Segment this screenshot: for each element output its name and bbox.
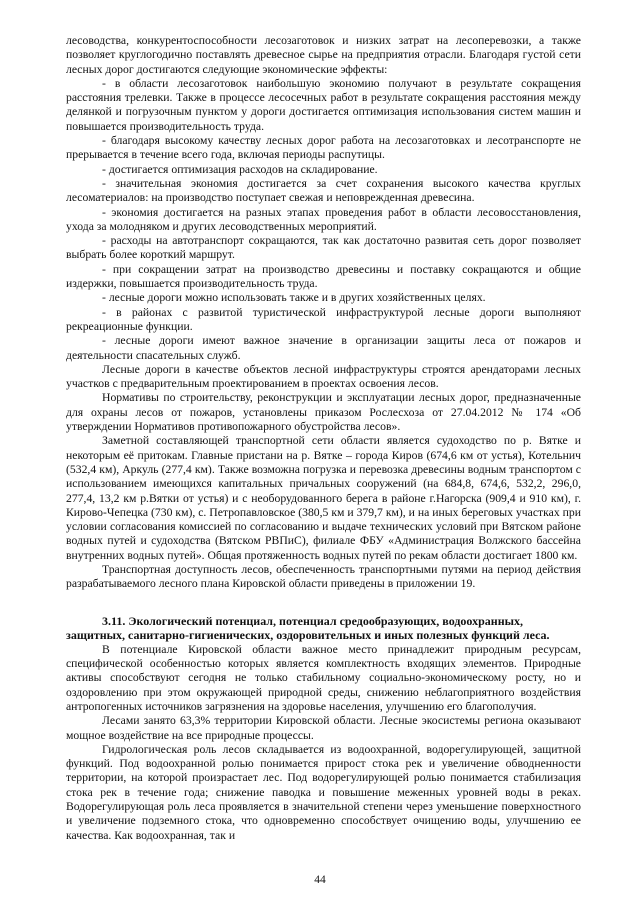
section-paragraph: В потенциале Кировской области важное место принадлежит природным ресурсам, специфической особенностью которых является комплектность входящих элементов. Природные активы способствуют сегодня не только стабильному социально-экономическому росту, но и оздоровлению при этом окружающей природной среды, снижению неблагоприятного воздействия антропогенных источников загрязнения на здоровье населения, улучшению его благополучия.: [66, 642, 581, 713]
page-number: 44: [314, 874, 326, 886]
list-item: - расходы на автотранспорт сокращаются, так как достаточно развитая сеть дорог позволяет выбрать более короткий маршрут.: [66, 234, 581, 262]
body-paragraph: Нормативы по строительству, реконструкции и эксплуатации лесных дорог, предназначенные для охраны лесов от пожаров, установлены приказом Рослесхоза от 27.04.2012 № 174 «Об утверждении Нормативов противопожарного обустройства лесов».: [66, 391, 581, 434]
economic-effects-list: [66, 77, 581, 363]
list-item: - в районах с развитой туристической инфраструктурой лесные дороги выполняют рекреационные функции.: [66, 305, 581, 333]
list-item: - благодаря высокому качеству лесных дорог работа на лесозаготовках и лесотранспорте не прерывается в течение всего года, включая периоды распутицы.: [66, 134, 581, 162]
list-item: - в области лесозаготовок наибольшую экономию получают в результате сокращения расстояния трелевки. Также в процессе лесосечных работ в результате сокращения расстояния между делянкой и погрузочным пунктом у дороги достигается оптимизация использования систем машин и повышается производительность труда.: [66, 76, 581, 133]
body-paragraph: Заметной составляющей транспортной сети области является судоходство по р. Вятке и некоторым её притокам. Главные пристани на р. Вятке – города Киров (674,6 км от устья), Котельнич (532,4 км), Аркуль (277,4 км). Также возможна погрузка и перевозка древесины водным транспортом с использованием имеющихся капитальных причальных сооружений (на 684,8, 674,6, 532,2, 296,0, 277,4, 13,2 км р.Вятки от устья) и с необорудованного берега в районе г.Нагорска (909,4 и 910 км), г. Кирово-Чепецка (730 км), с. Петропавловское (380,5 км и 379,7 км), и на иных береговых участках при условии согласования комиссией по согласованию и выдаче технических условий при Вятском районе водных путей и судоходства (Вятском РВПиС), филиале ФБУ «Администрация Волжского бассейна внутренних водных путей». Общая протяженность водных путей по рекам области достигает 1800 км.: [66, 434, 581, 562]
list-item: - достигается оптимизация расходов на складирование.: [102, 162, 378, 176]
section-paragraph: Гидрологическая роль лесов складывается из водоохранной, водорегулирующей, защитной функций. Под водоохранной ролью понимается прирост стока рек и увеличение обводненности территории, на которой произрастает лес. Под водорегулирующей ролью понимается стабилизация стока рек в течение года; снижение паводка и повышение меженных уровней воды в реках. Водорегулирующая роль леса проявляется в значительной степени через уменьшение поверхностного и увеличение подземного стока, что одновременно способствует очищению воды, улучшению ее качества. Как водоохранная, так и: [66, 742, 581, 842]
body-paragraph: Лесные дороги в качестве объектов лесной инфраструктуры строятся арендаторами лесных участков с предварительным проектированием в проектах освоения лесов.: [66, 362, 581, 391]
list-item: - значительная экономия достигается за счет сохранения высокого качества круглых лесоматериалов: на производство поступает свежая и неповрежденная древесина.: [66, 176, 581, 205]
list-item: - лесные дороги имеют важное значение в организации защиты леса от пожаров и деятельности спасательных служб.: [66, 334, 581, 362]
body-paragraph: Транспортная доступность лесов, обеспеченность транспортными путями на период действия разрабатываемого лесного плана Кировской области приведены в приложении 19.: [66, 562, 581, 591]
list-item: - при сокращении затрат на производство древесины и поставку сокращаются и общие издержки, повышается производительность труда.: [66, 262, 581, 291]
section-paragraph: Лесами занято 63,3% территории Кировской области. Лесные экосистемы региона оказывают мощное воздействие на все природные процессы.: [66, 714, 581, 742]
section-spacer: [66, 592, 581, 614]
list-item: - лесные дороги можно использовать также и в других хозяйственных целях.: [102, 291, 486, 305]
page-body: [66, 34, 581, 843]
list-item: - экономия достигается на разных этапах проведения работ в области лесовосстановления, ухода за молодняком и других лесоводственных мероприятий.: [66, 205, 581, 233]
continuation-paragraph: лесоводства, конкурентоспособности лесозаготовок и низких затрат на лесоперевозки, а также позволяет круглогодично поставлять древесное сырье на предприятия отрасли. Благодаря густой сети лесных дорог достигаются следующие экономические эффекты:: [66, 34, 581, 76]
section-heading: 3.11. Экологический потенциал, потенциал средообразующих, водоохранных, защитных, санитарно-гигиенических, оздоровительных и иных полезных функций леса.: [66, 613, 550, 643]
